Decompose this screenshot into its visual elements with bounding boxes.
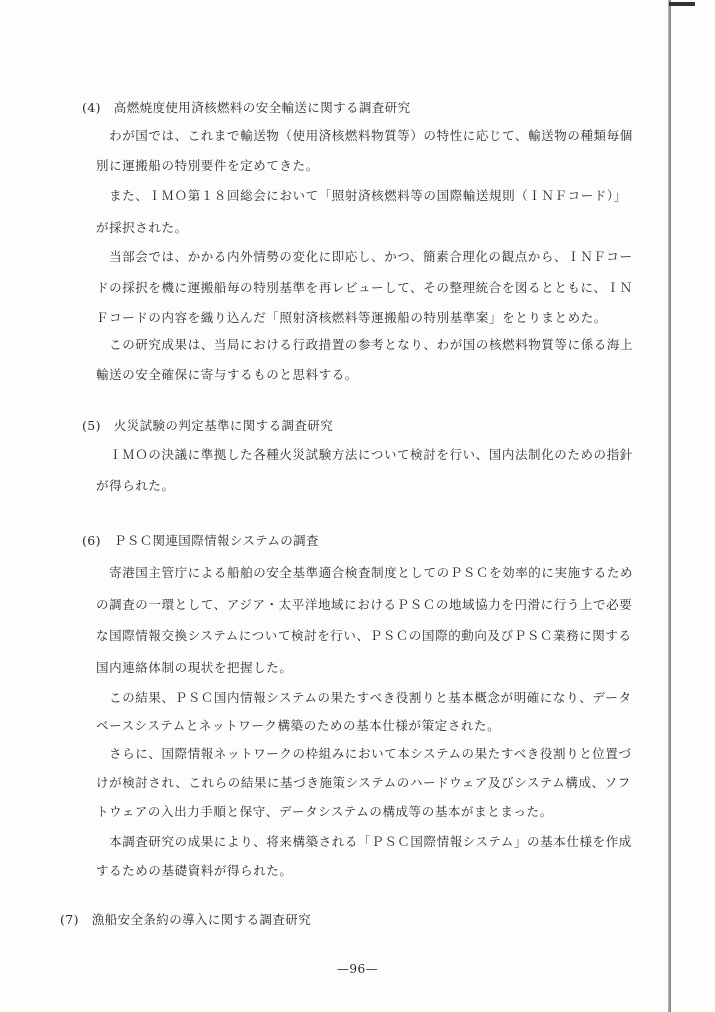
paragraph-line: 寄港国主管庁による船舶の安全基準適合検査制度としてのＰＳＣを効率的に実施するため (96, 565, 634, 580)
section-heading: (6) ＰＳＣ関連国際情報システムの調査 (82, 533, 319, 548)
paragraph-line: この結果、ＰＳＣ国内情報システムの果たすべき役割りと基本概念が明確になり、データ (96, 690, 632, 705)
paragraph-line: 本調査研究の成果により、将来構築される「ＰＳＣ国際情報システム」の基本仕様を作成 (96, 834, 632, 849)
paragraph-line: さらに、国際情報ネットワークの枠組みにおいて本システムの果たすべき役割りと位置づ (96, 746, 632, 761)
section-heading: (4) 高燃焼度使用済核燃料の安全輸送に関する調査研究 (82, 100, 411, 115)
section-heading: (7) 漁船安全条約の導入に関する調査研究 (60, 912, 312, 927)
paragraph-line: 別に運搬船の特別要件を定めてきた。 (96, 158, 319, 173)
paragraph-line: が得られた。 (96, 478, 175, 493)
paragraph-line: ベースシステムとネットワーク構築のための基本仕様が策定された。 (96, 718, 501, 733)
section-heading: (5) 火災試験の判定基準に関する調査研究 (82, 418, 334, 433)
paragraph-line: この研究成果は、当局における行政措置の参考となり、わが国の核燃料物質等に係る海上 (96, 337, 634, 352)
paragraph-line: 国内連絡体制の現状を把握した。 (96, 660, 293, 675)
paragraph-line: また、ＩＭＯ第１８回総会において「照射済核燃料等の国際輸送規則（ＩＮＦコード）」 (96, 188, 627, 203)
paragraph-line: トウェアの入出力手順と保守、データシステムの構成等の基本がまとまった。 (96, 804, 553, 819)
paragraph-line: が採択された。 (96, 220, 188, 235)
page-number: —96— (336, 962, 379, 976)
paragraph-line: 輸送の安全確保に寄与するものと思料する。 (96, 367, 359, 382)
binding-tab-mark (669, 2, 695, 6)
paragraph-line: ＩＭＯの決議に準拠した各種火災試験方法について検討を行い、国内法制化のための指針 (96, 447, 633, 462)
paragraph-line: けが検討され、これらの結果に基づき施策システムのハードウェア及びシステム構成、ソフ (96, 775, 631, 790)
paragraph-line: Ｆコードの内容を織り込んだ「照射済核燃料等運搬船の特別基準案」をとりまとめた。 (96, 310, 607, 325)
paragraph-line: ドの採択を機に運搬船毎の特別基準を再レビューして、その整理統合を図るとともに、ＩＮ (96, 280, 633, 295)
paragraph-line: わが国では、これまで輸送物（使用済核燃料物質等）の特性に応じて、輸送物の種類毎個 (96, 128, 633, 143)
binding-edge (668, 0, 671, 1012)
paragraph-line: な国際情報交換システムについて検討を行い、ＰＳＣの国際的動向及びＰＳＣ業務に関する (96, 628, 632, 643)
paragraph-line: するための基礎資料が得られた。 (96, 863, 293, 878)
paragraph-line: の調査の一環として、アジア・太平洋地域におけるＰＳＣの地域協力を円滑に行う上で必要 (96, 597, 633, 612)
paragraph-line: 当部会では、かかる内外情勢の変化に即応し、かつ、簡素合理化の観点から、ＩＮＦコー (96, 249, 633, 264)
